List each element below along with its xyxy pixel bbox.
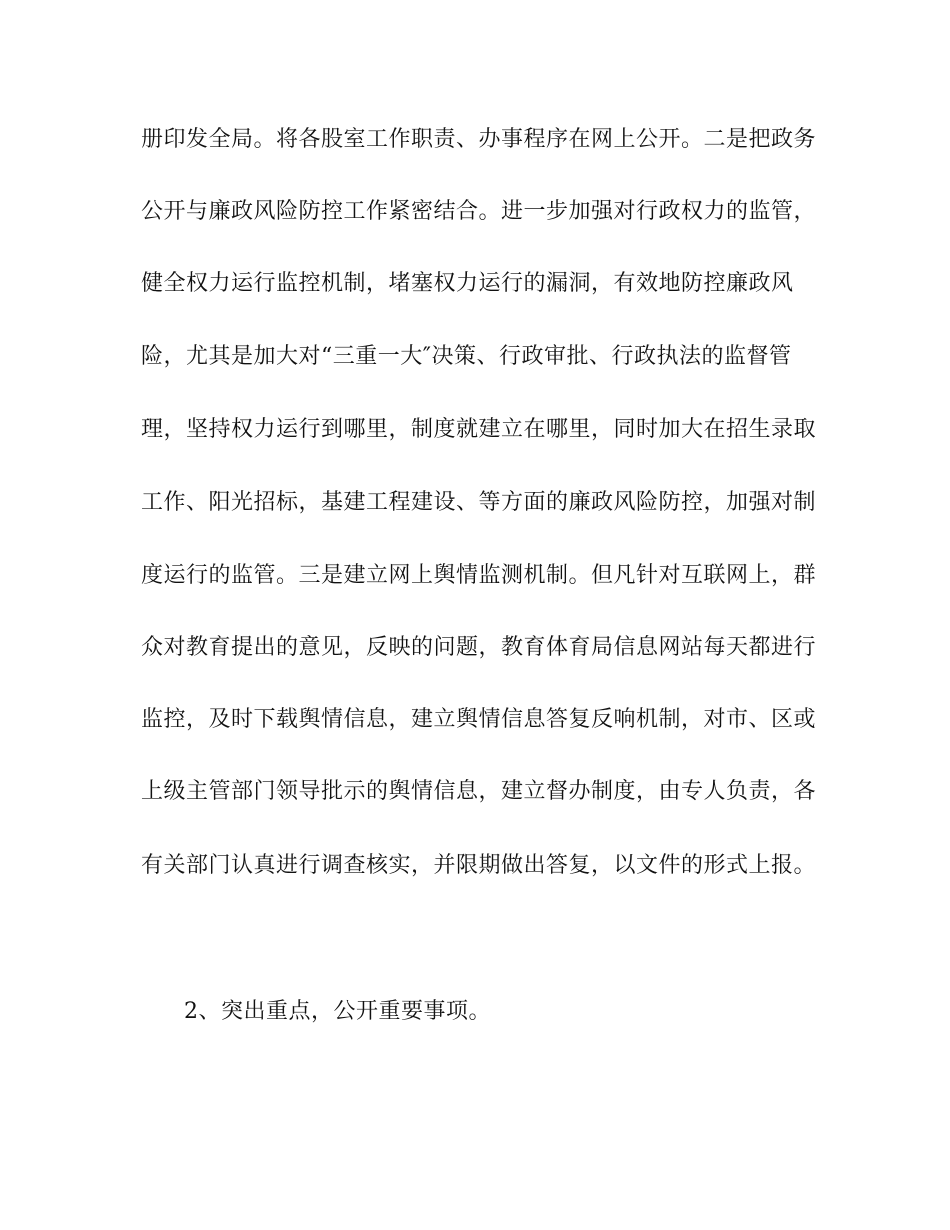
paragraph-line: 健全权力运行监控机制，堵塞权力运行的漏洞，有效地防控廉政风 xyxy=(141,271,794,296)
paragraph-line: 众对教育提出的意见，反映的问题，教育体育局信息网站每天都进行 xyxy=(141,635,817,660)
paragraph-line: 险，尤其是加大对“三重一大″决策、行政审批、行政执法的监督管 xyxy=(141,344,792,369)
paragraph-line: 公开与廉政风险防控工作紧密结合。进一步加强对行政权力的监管， xyxy=(141,199,817,224)
section-heading: 2、突出重点，公开重要事项。 xyxy=(184,999,491,1024)
paragraph-line: 度运行的监管。三是建立网上舆情监测机制。但凡针对互联网上，群 xyxy=(141,563,817,588)
paragraph-line: 有关部门认真进行调查核实，并限期做出答复，以文件的形式上报。 xyxy=(141,853,817,878)
paragraph-line: 上级主管部门领导批示的舆情信息，建立督办制度，由专人负责，各 xyxy=(141,779,817,804)
paragraph-line: 理，坚持权力运行到哪里，制度就建立在哪里，同时加大在招生录取 xyxy=(141,417,817,442)
paragraph-line: 册印发全局。将各股室工作职责、办事程序在网上公开。二是把政务 xyxy=(141,127,817,152)
paragraph-line: 工作、阳光招标，基建工程建设、等方面的廉政风险防控，加强对制 xyxy=(141,490,817,515)
paragraph-line: 监控，及时下载舆情信息，建立舆情信息答复反响机制，对市、区或 xyxy=(141,707,817,732)
